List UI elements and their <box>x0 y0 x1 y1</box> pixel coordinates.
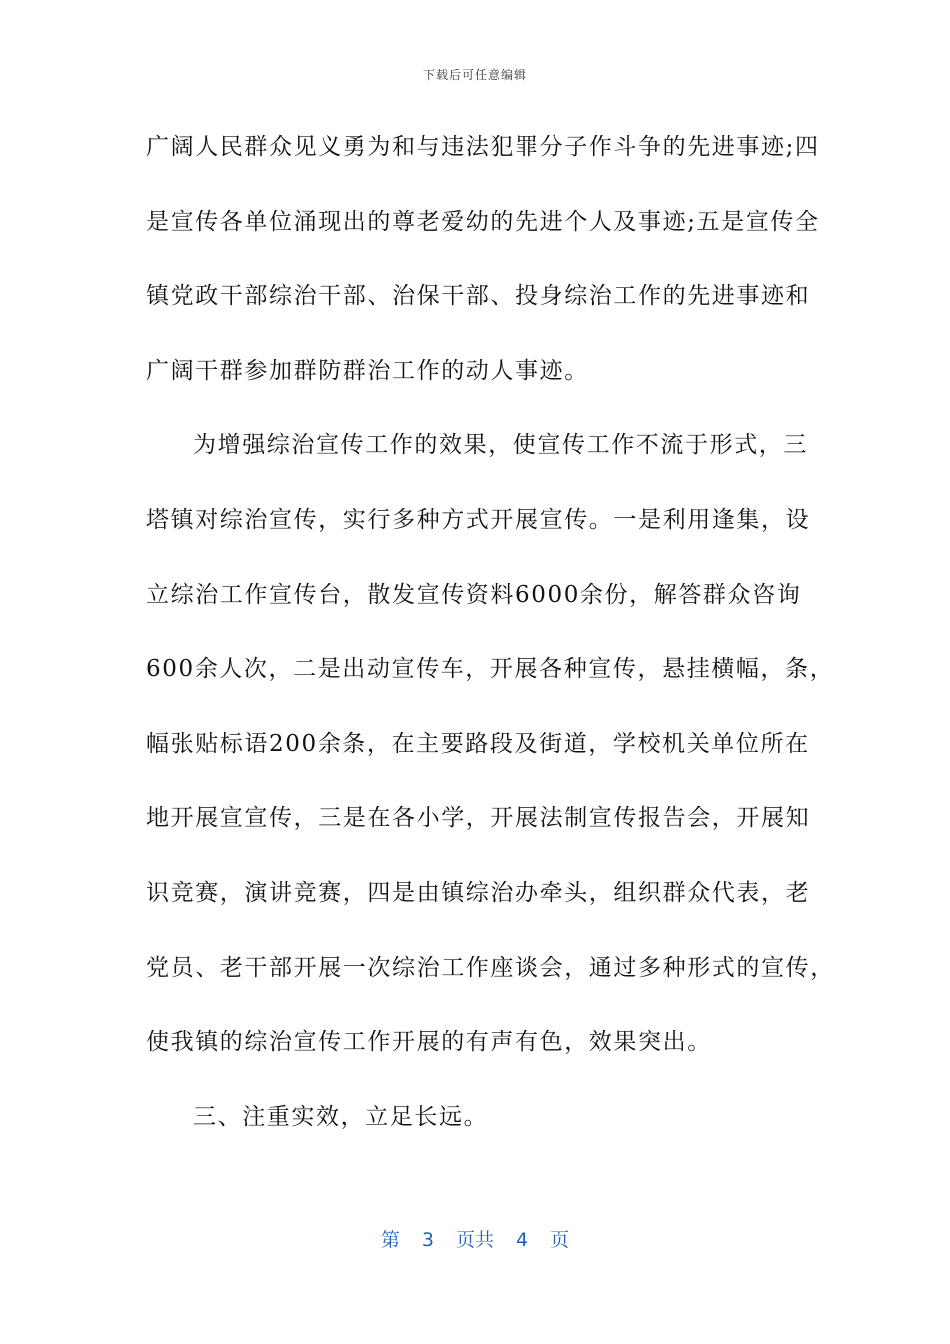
body-line: 镇党政干部综治干部、治保干部、投身综治工作的先进事迹和 <box>146 283 811 310</box>
page-footer <box>0 1225 950 1252</box>
total-pages-number: 4 <box>516 1229 529 1251</box>
body-line: 广阔干群参加群防群治工作的动人事迹。 <box>146 357 589 384</box>
body-line: 是宣传各单位涌现出的尊老爱幼的先进个人及事迹;五是宣传全 <box>146 208 820 235</box>
body-line: 地开展宣宣传，三是在各小学，开展法制宣传报告会，开展知 <box>146 805 811 832</box>
footer-prefix: 第 <box>380 1229 400 1251</box>
body-line: 幅张贴标语200余条，在主要路段及街道，学校机关单位所在 <box>146 730 810 757</box>
paragraph-first-line: 为增强综治宣传工作的效果，使宣传工作不流于形式，三 <box>193 432 808 459</box>
body-line: 立综治工作宣传台，散发宣传资料6000余份，解答群众咨询 <box>146 581 802 608</box>
body-line: 广阔人民群众见义勇为和与违法犯罪分子作斗争的先进事迹;四 <box>146 134 820 160</box>
body-line: 塔镇对综治宣传，实行多种方式开展宣传。一是利用逢集，设 <box>146 506 811 533</box>
header-note: 下载后可任意编辑 <box>422 68 527 82</box>
current-page-number: 3 <box>421 1229 434 1251</box>
body-line: 识竞赛，演讲竞赛，四是由镇综治办牵头，组织群众代表，老 <box>146 879 811 906</box>
document-body <box>146 118 835 1162</box>
footer-suffix: 页 <box>550 1229 570 1251</box>
body-line: 使我镇的综治宣传工作开展的有声有色，效果突出。 <box>146 1029 712 1056</box>
body-line: 600余人次，二是出动宣传车，开展各种宣传，悬挂横幅，条， <box>146 656 835 683</box>
footer-middle: 页共 <box>455 1229 494 1251</box>
body-line: 党员、老干部开展一次综治工作座谈会，通过多种形式的宣传， <box>146 954 835 981</box>
section-heading: 三、注重实效，立足长远。 <box>193 1103 489 1130</box>
